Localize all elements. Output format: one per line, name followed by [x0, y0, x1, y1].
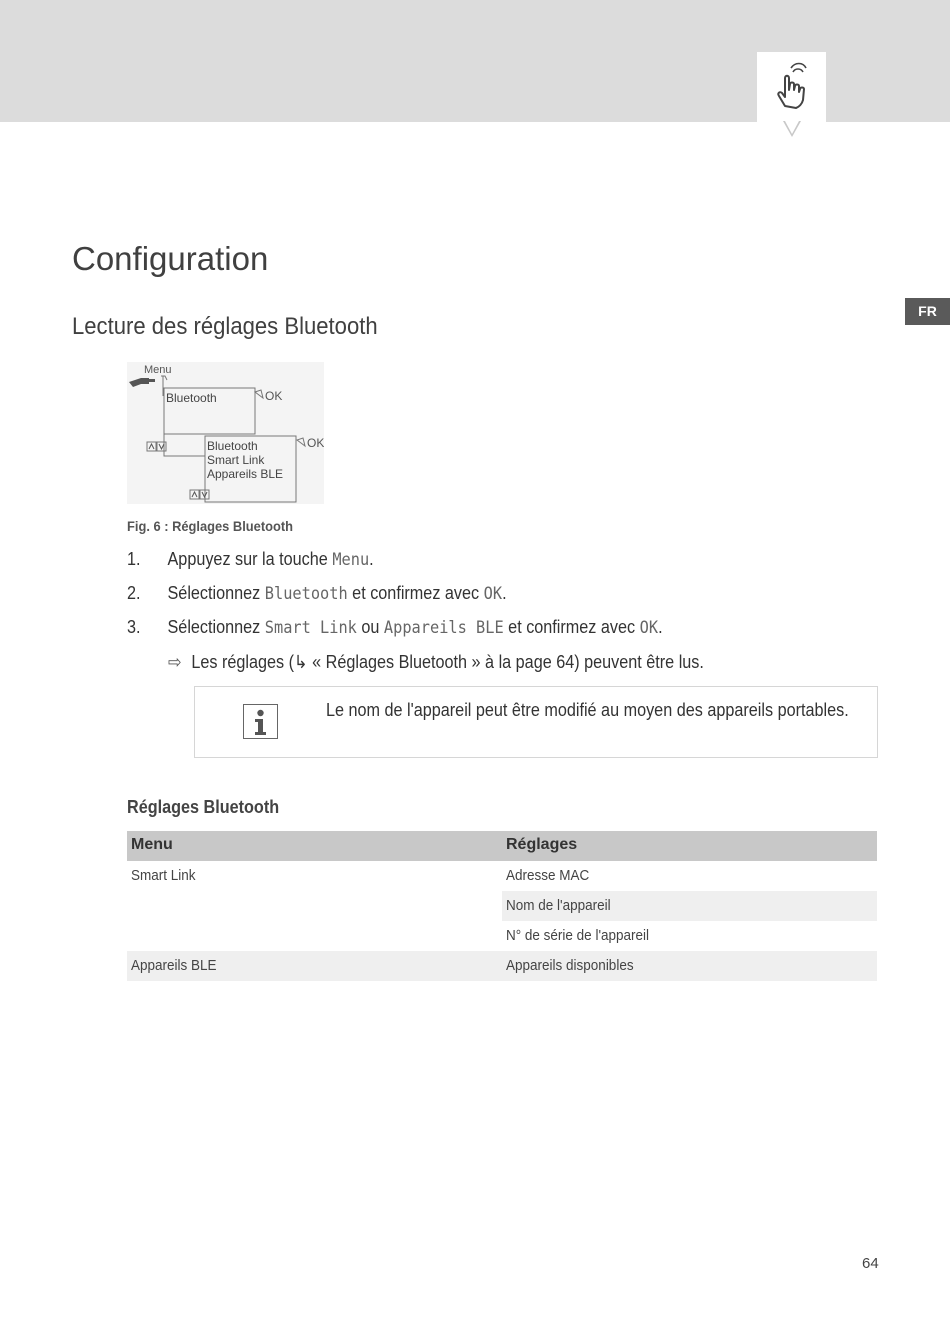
result-arrow-icon: ⇨	[168, 652, 182, 672]
table-cell: Appareils disponibles	[506, 957, 634, 974]
language-tab: FR	[905, 298, 950, 325]
step-key-smart-link: Smart Link	[264, 618, 357, 638]
step-text: Sélectionnez	[167, 617, 265, 637]
step-key-bluetooth: Bluetooth	[264, 584, 348, 604]
figure-caption: Fig. 6 : Réglages Bluetooth	[127, 518, 294, 534]
table-cell: Adresse MAC	[506, 867, 590, 884]
tab-pointer-inner	[785, 121, 799, 134]
step-key-ok: OK	[639, 618, 659, 638]
step-key-appareils-ble: Appareils BLE	[383, 618, 504, 638]
step-text: Sélectionnez	[167, 583, 265, 603]
column-header-menu: Menu	[131, 836, 173, 853]
table-title: Réglages Bluetooth	[127, 797, 280, 817]
step-number: 1.	[127, 549, 141, 569]
figure-bluetooth-label: Bluetooth	[166, 391, 217, 405]
step-key-ok: OK	[483, 584, 503, 604]
table-row	[127, 891, 877, 921]
page-number: 64	[862, 1255, 879, 1272]
step-text: et confirmez avec	[503, 617, 640, 637]
result-text: Les réglages (↳ « Réglages Bluetooth » à la page 64) peuvent être lus.	[191, 652, 704, 672]
step-item	[127, 549, 374, 570]
column-header-settings: Réglages	[506, 836, 578, 853]
info-note	[194, 686, 878, 758]
section-icon-tab	[757, 52, 826, 122]
step-text: .	[369, 549, 374, 569]
step-item	[127, 617, 663, 638]
section-title: Lecture des réglages Bluetooth	[72, 313, 378, 340]
table-cell: Smart Link	[131, 867, 196, 884]
page-title: Configuration	[72, 240, 269, 277]
figure-ok-label-2: OK	[307, 436, 324, 450]
hand-touch-icon	[771, 62, 811, 112]
pointing-hand-icon	[129, 378, 155, 387]
figure-submenu-item: Appareils BLE	[207, 467, 284, 481]
info-icon	[243, 704, 278, 739]
step-text: et confirmez avec	[347, 583, 484, 603]
table-row	[127, 951, 877, 981]
info-text: Le nom de l'appareil peut être modifié au moyen des appareils portables.	[326, 700, 849, 720]
table-cell: N° de série de l'appareil	[506, 927, 650, 944]
figure-ok-label-1: OK	[265, 389, 283, 403]
step-text: .	[658, 617, 663, 637]
table-header	[127, 831, 877, 861]
step-result	[168, 652, 704, 673]
bluetooth-settings-table	[127, 831, 877, 981]
table-cell: Appareils BLE	[131, 957, 217, 974]
table-cell: Nom de l'appareil	[506, 897, 611, 914]
table-row	[127, 861, 877, 891]
step-text: Appuyez sur la touche	[167, 549, 333, 569]
figure-submenu-item: Smart Link	[207, 453, 265, 467]
step-text: ou	[356, 617, 384, 637]
figure-submenu-item: Bluetooth	[207, 439, 258, 453]
step-item	[127, 583, 507, 604]
bluetooth-menu-figure	[127, 362, 324, 504]
table-row	[127, 921, 877, 951]
step-number: 3.	[127, 617, 141, 637]
step-key-menu: Menu	[332, 550, 370, 570]
step-number: 2.	[127, 583, 141, 603]
figure-menu-label: Menu	[144, 364, 172, 376]
step-text: .	[502, 583, 507, 603]
row-shading	[127, 951, 877, 981]
